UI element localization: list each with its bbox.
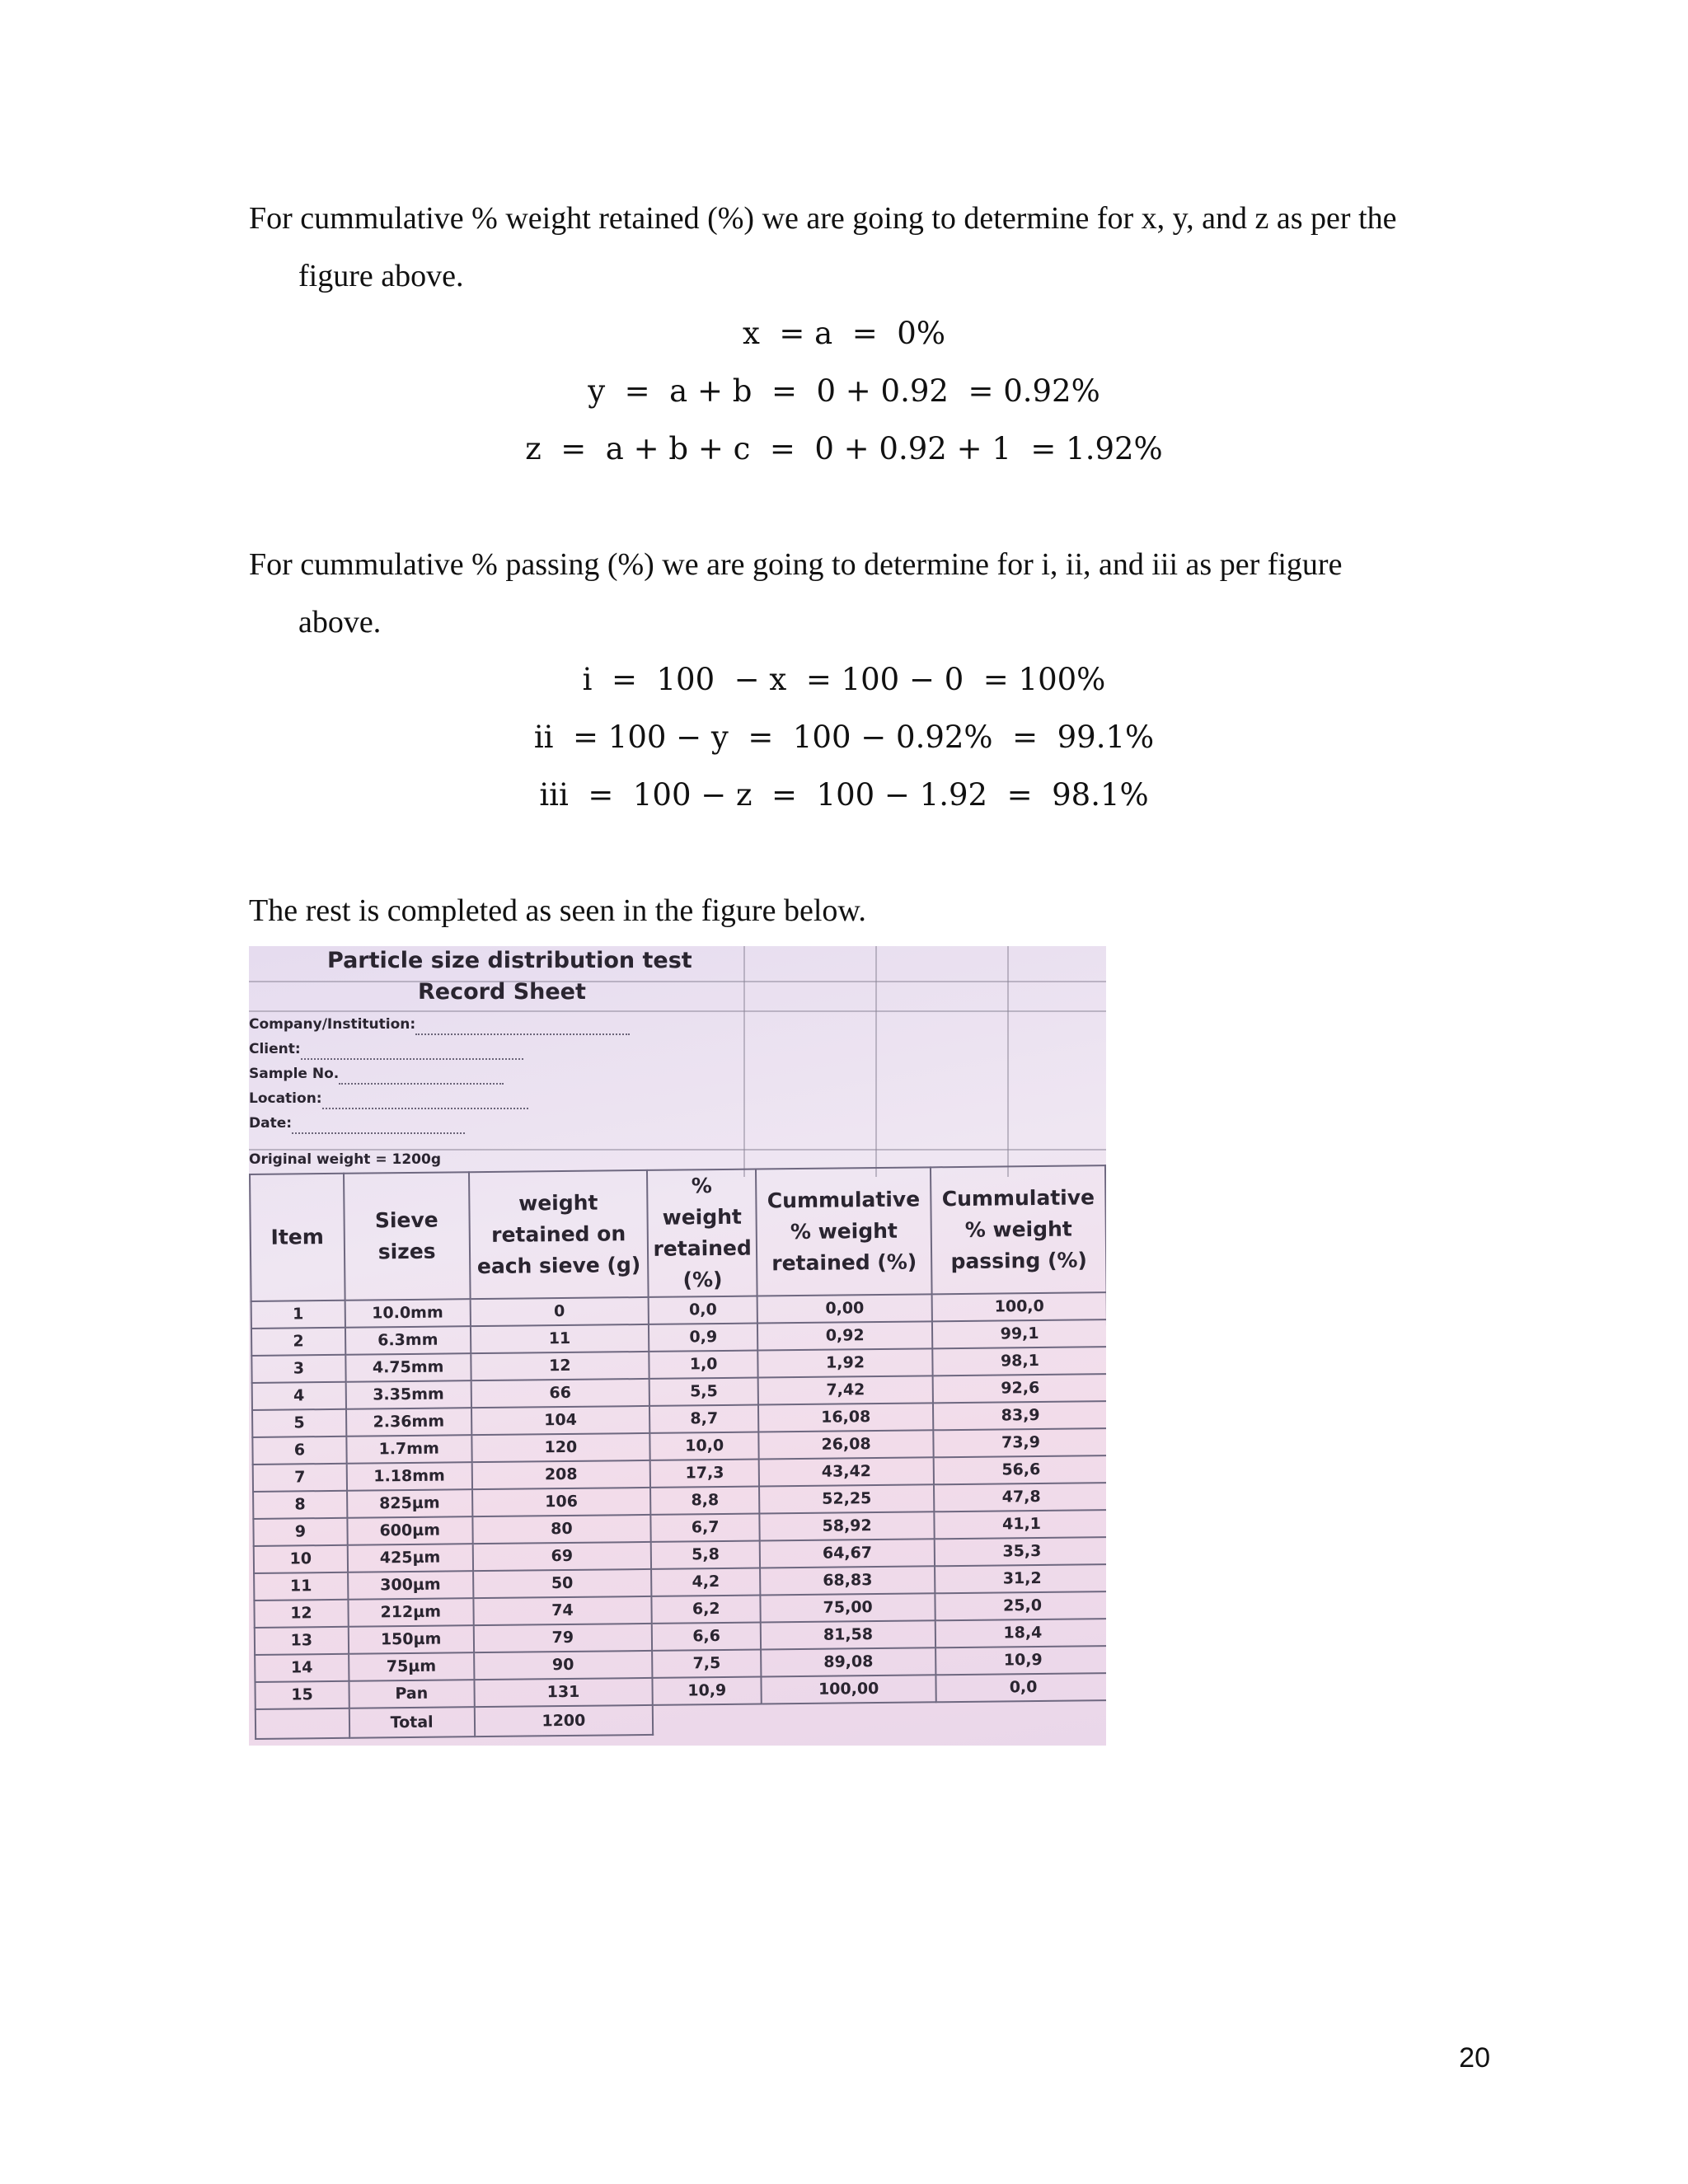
fill-line	[415, 1022, 630, 1035]
cell-percent: 0,9	[649, 1324, 757, 1352]
cell-item: 10	[254, 1545, 348, 1573]
cell-sieve: 1.18mm	[347, 1462, 472, 1491]
sheet-subtitle: Record Sheet	[418, 979, 586, 1005]
cell-sieve: Pan	[349, 1680, 474, 1708]
cell-cumulative-passing: 18,4	[935, 1619, 1106, 1647]
cell-cumulative-passing: 0,0	[935, 1673, 1106, 1702]
cell-item: 15	[255, 1681, 349, 1709]
cell-sieve: 425µm	[348, 1544, 473, 1572]
cell-cumulative-retained: 75,00	[761, 1593, 935, 1622]
equation-i: i = 100 − x = 100 − 0 = 100%	[582, 662, 1106, 697]
cell-item: 2	[251, 1328, 345, 1356]
cell-sieve: 300µm	[348, 1571, 473, 1600]
cell-sieve: 600µm	[347, 1516, 472, 1545]
cell-cumulative-passing: 83,9	[933, 1401, 1106, 1430]
paragraph-line: For cummulative % weight retained (%) we are going to determine for x, y, and z as per the	[249, 201, 1397, 236]
header-cumulative-passing: Cummulative % weight passing (%)	[931, 1165, 1106, 1294]
cell-weight: 104	[471, 1406, 650, 1435]
meta-client	[249, 1038, 523, 1060]
cell-cumulative-retained: 52,25	[759, 1484, 934, 1513]
cell-cumulative-retained: 1,92	[757, 1348, 932, 1377]
meta-label: Company/Institution:	[249, 1016, 416, 1033]
cell-cumulative-passing: 56,6	[934, 1455, 1106, 1484]
cell-cumulative-passing: 10,9	[935, 1646, 1106, 1675]
cell-weight: 66	[471, 1379, 649, 1408]
meta-label: Original weight = 1200g	[249, 1151, 442, 1168]
cell-weight: 69	[472, 1542, 651, 1571]
page-number: 20	[1459, 2042, 1490, 2074]
cell-weight: 79	[473, 1624, 652, 1652]
fill-line	[339, 1071, 504, 1085]
cell-item: 12	[254, 1600, 348, 1628]
cell-item: 6	[252, 1436, 346, 1465]
cell-sieve: 6.3mm	[345, 1326, 471, 1355]
meta-date	[249, 1113, 465, 1134]
header-weight: weight retained on each sieve (g)	[469, 1170, 649, 1299]
grid-line	[249, 1010, 1106, 1012]
cell-weight: 120	[471, 1433, 650, 1462]
header-item: Item	[250, 1174, 345, 1301]
cell-item: 7	[253, 1464, 347, 1492]
cell-weight: 90	[474, 1651, 653, 1680]
header-cumulative-retained: Cummulative % weight retained (%)	[756, 1167, 932, 1296]
cell-empty	[256, 1708, 349, 1739]
meta-original-weight	[249, 1149, 441, 1170]
paragraph-line: above.	[298, 605, 382, 640]
cell-empty	[936, 1700, 1106, 1732]
cell-item: 11	[254, 1572, 348, 1601]
cell-cumulative-retained: 68,83	[760, 1566, 935, 1595]
cell-sieve: 212µm	[348, 1598, 473, 1627]
cell-item: 3	[251, 1355, 345, 1383]
cell-cumulative-passing: 73,9	[933, 1428, 1106, 1457]
equation-z: z = a + b + c = 0 + 0.92 + 1 = 1.92%	[525, 431, 1163, 466]
cell-sieve: 1.7mm	[346, 1435, 471, 1464]
cell-cumulative-passing: 25,0	[935, 1591, 1106, 1620]
cell-weight: 12	[471, 1352, 649, 1380]
cell-percent: 10,0	[650, 1432, 759, 1460]
total-value: 1200	[474, 1705, 653, 1736]
paragraph-line: figure above.	[298, 259, 464, 293]
equation-ii: ii = 100 − y = 100 − 0.92% = 99.1%	[533, 719, 1155, 755]
cell-cumulative-retained: 89,08	[761, 1647, 935, 1676]
cell-cumulative-retained: 43,42	[759, 1457, 934, 1486]
cell-weight: 208	[471, 1460, 650, 1489]
meta-label: Location:	[249, 1090, 322, 1107]
cell-cumulative-retained: 7,42	[758, 1376, 933, 1404]
cell-sieve: 3.35mm	[345, 1380, 471, 1409]
cell-weight: 106	[472, 1488, 651, 1516]
grid-line	[249, 981, 1106, 982]
cell-weight: 80	[472, 1515, 651, 1544]
paragraph-cumulative-retained	[249, 190, 1489, 305]
paragraph-line: For cummulative % passing (%) we are going to determine for i, ii, and iii as per figure	[249, 547, 1343, 582]
equation-iii: iii = 100 − z = 100 − 1.92 = 98.1%	[539, 777, 1149, 813]
header-percent: % weight retained (%)	[647, 1169, 757, 1297]
cell-weight: 0	[470, 1297, 649, 1326]
cell-cumulative-retained: 26,08	[758, 1430, 933, 1459]
paragraph-figure-intro: The rest is completed as seen in the figure below.	[249, 893, 866, 928]
cell-weight: 74	[473, 1596, 652, 1625]
cell-percent: 17,3	[650, 1460, 759, 1488]
meta-label: Client:	[249, 1041, 301, 1057]
meta-sample	[249, 1063, 504, 1085]
cell-percent: 8,8	[650, 1487, 759, 1515]
cell-percent: 6,2	[652, 1596, 761, 1624]
cell-cumulative-passing: 47,8	[934, 1483, 1106, 1511]
cell-percent: 10,9	[653, 1677, 762, 1705]
cell-item: 5	[252, 1409, 346, 1437]
cell-cumulative-passing: 99,1	[932, 1319, 1106, 1348]
cell-cumulative-passing: 100,0	[932, 1292, 1106, 1321]
cell-item: 8	[253, 1491, 347, 1519]
cell-item: 1	[251, 1301, 345, 1329]
fill-line	[301, 1047, 523, 1060]
cell-sieve: 10.0mm	[345, 1299, 470, 1328]
table-header-row	[250, 1165, 1106, 1301]
cell-cumulative-retained: 0,92	[757, 1321, 932, 1350]
cell-sieve: 150µm	[349, 1625, 474, 1654]
cell-weight: 50	[473, 1569, 652, 1598]
fill-line	[322, 1096, 528, 1109]
meta-label: Date:	[249, 1115, 293, 1132]
cell-cumulative-passing: 35,3	[935, 1537, 1106, 1566]
cell-percent: 8,7	[649, 1405, 758, 1433]
meta-label: Sample No.	[249, 1066, 340, 1082]
cell-item: 9	[253, 1518, 347, 1546]
cell-sieve: 825µm	[347, 1489, 472, 1518]
cell-percent: 0,0	[649, 1296, 757, 1324]
cell-item: 14	[255, 1654, 349, 1682]
record-sheet-photo	[249, 946, 1106, 1746]
cell-sieve: 4.75mm	[345, 1353, 471, 1382]
cell-cumulative-retained: 64,67	[760, 1539, 935, 1568]
cell-percent: 6,6	[652, 1623, 761, 1651]
cell-empty	[653, 1704, 762, 1735]
sheet-title: Particle size distribution test	[327, 948, 692, 973]
cell-item: 13	[255, 1627, 349, 1655]
total-label: Total	[349, 1707, 475, 1738]
cell-cumulative-passing: 98,1	[932, 1347, 1106, 1376]
cell-weight: 11	[471, 1324, 649, 1353]
cell-percent: 6,7	[651, 1514, 760, 1542]
cell-cumulative-retained: 100,00	[762, 1675, 936, 1704]
meta-company	[249, 1014, 630, 1035]
cell-percent: 7,5	[652, 1650, 761, 1678]
cell-cumulative-passing: 92,6	[933, 1374, 1106, 1403]
paragraph-cumulative-passing	[249, 536, 1489, 651]
cell-cumulative-passing: 31,2	[935, 1564, 1106, 1593]
cell-item: 4	[252, 1382, 346, 1410]
cell-sieve: 75µm	[349, 1652, 474, 1681]
cell-percent: 5,5	[649, 1378, 758, 1406]
cell-cumulative-retained: 58,92	[760, 1511, 935, 1540]
cell-weight: 131	[474, 1678, 653, 1707]
cell-percent: 4,2	[651, 1568, 760, 1596]
cell-cumulative-passing: 41,1	[934, 1510, 1106, 1539]
cell-cumulative-retained: 0,00	[757, 1294, 932, 1323]
cell-sieve: 2.36mm	[346, 1408, 471, 1436]
record-table	[249, 1165, 1106, 1740]
cell-cumulative-retained: 81,58	[761, 1620, 935, 1649]
equation-x: x = a = 0%	[743, 316, 945, 351]
cell-percent: 5,8	[651, 1541, 760, 1569]
fill-line	[292, 1121, 465, 1134]
cell-empty	[762, 1702, 936, 1733]
equation-y: y = a + b = 0 + 0.92 = 0.92%	[588, 373, 1100, 409]
meta-location	[249, 1088, 528, 1109]
header-sieve: Sieve sizes	[344, 1172, 470, 1301]
cell-percent: 1,0	[649, 1351, 757, 1379]
cell-cumulative-retained: 16,08	[758, 1403, 933, 1432]
